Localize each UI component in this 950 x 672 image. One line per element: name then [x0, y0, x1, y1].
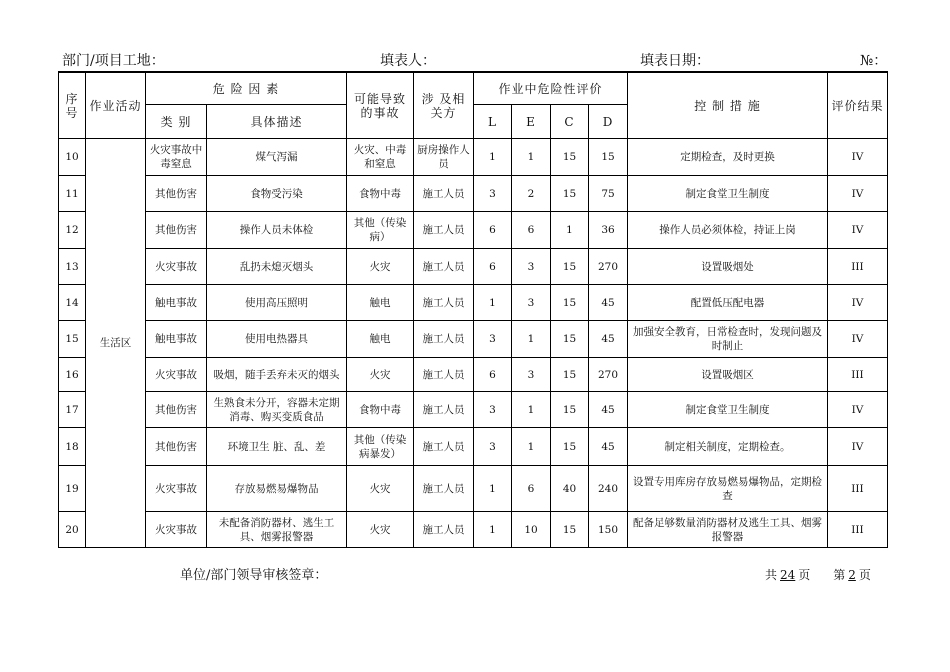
col-category: 类 别: [146, 105, 207, 139]
involved-cell: 施工人员: [414, 392, 474, 428]
d-cell: 270: [589, 249, 628, 285]
c-cell: 15: [551, 176, 589, 212]
result-cell: III: [828, 512, 888, 548]
c-cell: 15: [551, 392, 589, 428]
c-cell: 15: [551, 285, 589, 321]
result-cell: IV: [828, 139, 888, 176]
e-cell: 2: [512, 176, 551, 212]
col-evaluation: 作业中危险性评价: [474, 73, 628, 105]
number-label: №：: [860, 53, 888, 69]
control-cell: 加强安全教育，日常检查时，发现问题及时制止: [628, 321, 828, 358]
accident-cell: 触电: [347, 285, 414, 321]
description-cell: 存放易燃易爆物品: [207, 466, 347, 512]
e-cell: 10: [512, 512, 551, 548]
category-cell: 火灾事故中毒窒息: [146, 139, 207, 176]
hazard-table: [58, 72, 888, 548]
accident-cell: 食物中毒: [347, 392, 414, 428]
category-cell: 火灾事故: [146, 512, 207, 548]
page-count: [765, 566, 871, 583]
department-label: 部门/项目工地：: [62, 53, 165, 69]
col-result: 评价结果: [828, 73, 888, 139]
description-cell: 煤气泻漏: [207, 139, 347, 176]
description-cell: 生熟食未分开，容器未定期消毒、购买变质食品: [207, 392, 347, 428]
c-cell: 15: [551, 139, 589, 176]
description-cell: 未配备消防器材、逃生工具、烟雾报警器: [207, 512, 347, 548]
col-activity: 作业活动: [86, 73, 146, 139]
seq-cell: 10: [59, 139, 86, 176]
col-C: C: [551, 105, 589, 139]
d-cell: 240: [589, 466, 628, 512]
l-cell: 6: [474, 212, 512, 249]
d-cell: 36: [589, 212, 628, 249]
col-control: 控 制 措 施: [628, 73, 828, 139]
col-description: 具体描述: [207, 105, 347, 139]
involved-cell: 施工人员: [414, 512, 474, 548]
control-cell: 设置吸烟区: [628, 358, 828, 392]
description-cell: 使用电热器具: [207, 321, 347, 358]
description-cell: 食物受污染: [207, 176, 347, 212]
l-cell: 3: [474, 428, 512, 466]
d-cell: 15: [589, 139, 628, 176]
e-cell: 1: [512, 392, 551, 428]
d-cell: 45: [589, 392, 628, 428]
col-seq: 序号: [59, 73, 86, 139]
l-cell: 1: [474, 139, 512, 176]
page-prefix: 第: [833, 568, 846, 582]
category-cell: 触电事故: [146, 285, 207, 321]
accident-cell: 火灾: [347, 512, 414, 548]
involved-cell: 施工人员: [414, 321, 474, 358]
result-cell: III: [828, 358, 888, 392]
description-cell: 环境卫生 脏、乱、差: [207, 428, 347, 466]
involved-cell: 施工人员: [414, 176, 474, 212]
e-cell: 3: [512, 249, 551, 285]
date-label: 填表日期：: [640, 53, 710, 69]
control-cell: 制定相关制度，定期检查。: [628, 428, 828, 466]
accident-cell: 火灾: [347, 466, 414, 512]
l-cell: 1: [474, 285, 512, 321]
l-cell: 1: [474, 512, 512, 548]
category-cell: 触电事故: [146, 321, 207, 358]
category-cell: 火灾事故: [146, 466, 207, 512]
d-cell: 75: [589, 176, 628, 212]
result-cell: IV: [828, 176, 888, 212]
accident-cell: 火灾: [347, 358, 414, 392]
accident-cell: 触电: [347, 321, 414, 358]
involved-cell: 施工人员: [414, 466, 474, 512]
description-cell: 操作人员未体检: [207, 212, 347, 249]
accident-cell: 火灾: [347, 249, 414, 285]
l-cell: 3: [474, 392, 512, 428]
l-cell: 6: [474, 358, 512, 392]
category-cell: 火灾事故: [146, 249, 207, 285]
col-involved: 涉 及相关方: [414, 73, 474, 139]
c-cell: 15: [551, 428, 589, 466]
seq-cell: 13: [59, 249, 86, 285]
accident-cell: 食物中毒: [347, 176, 414, 212]
control-cell: 制定食堂卫生制度: [628, 176, 828, 212]
control-cell: 定期检查，及时更换: [628, 139, 828, 176]
l-cell: 1: [474, 466, 512, 512]
seq-cell: 17: [59, 392, 86, 428]
result-cell: IV: [828, 285, 888, 321]
col-E: E: [512, 105, 551, 139]
description-cell: 乱扔未熄灭烟头: [207, 249, 347, 285]
d-cell: 270: [589, 358, 628, 392]
result-cell: IV: [828, 392, 888, 428]
e-cell: 1: [512, 321, 551, 358]
l-cell: 3: [474, 321, 512, 358]
involved-cell: 施工人员: [414, 285, 474, 321]
c-cell: 40: [551, 466, 589, 512]
category-cell: 其他伤害: [146, 428, 207, 466]
c-cell: 15: [551, 249, 589, 285]
d-cell: 45: [589, 285, 628, 321]
control-cell: 配置低压配电器: [628, 285, 828, 321]
control-cell: 设置专用库房存放易燃易爆物品，定期检查: [628, 466, 828, 512]
result-cell: IV: [828, 428, 888, 466]
d-cell: 45: [589, 428, 628, 466]
control-cell: 配备足够数量消防器材及逃生工具、烟雾报警器: [628, 512, 828, 548]
seq-cell: 20: [59, 512, 86, 548]
category-cell: 火灾事故: [146, 358, 207, 392]
c-cell: 1: [551, 212, 589, 249]
seq-cell: 16: [59, 358, 86, 392]
filler-label: 填表人：: [380, 53, 436, 69]
seq-cell: 19: [59, 466, 86, 512]
c-cell: 15: [551, 358, 589, 392]
result-cell: III: [828, 249, 888, 285]
seq-cell: 18: [59, 428, 86, 466]
col-D: D: [589, 105, 628, 139]
description-cell: 吸烟，随手丢弃未灭的烟头: [207, 358, 347, 392]
e-cell: 3: [512, 358, 551, 392]
current-page: 2: [848, 568, 856, 582]
accident-cell: 其他（传染病）: [347, 212, 414, 249]
approval-signature-label: 单位/部门领导审核签章：: [180, 568, 328, 583]
activity-cell: 生活区: [86, 139, 146, 548]
e-cell: 6: [512, 212, 551, 249]
e-cell: 6: [512, 466, 551, 512]
col-L: L: [474, 105, 512, 139]
e-cell: 1: [512, 139, 551, 176]
col-hazard: 危 险 因 素: [146, 73, 347, 105]
seq-cell: 12: [59, 212, 86, 249]
category-cell: 其他伤害: [146, 212, 207, 249]
c-cell: 15: [551, 321, 589, 358]
total-prefix: 共: [765, 568, 778, 582]
seq-cell: 15: [59, 321, 86, 358]
result-cell: III: [828, 466, 888, 512]
l-cell: 6: [474, 249, 512, 285]
total-pages: 24: [780, 568, 796, 582]
total-suffix: 页: [798, 568, 811, 582]
control-cell: 操作人员必须体检，持证上岗: [628, 212, 828, 249]
d-cell: 150: [589, 512, 628, 548]
category-cell: 其他伤害: [146, 392, 207, 428]
result-cell: IV: [828, 321, 888, 358]
seq-cell: 11: [59, 176, 86, 212]
involved-cell: 施工人员: [414, 249, 474, 285]
category-cell: 其他伤害: [146, 176, 207, 212]
involved-cell: 施工人员: [414, 358, 474, 392]
e-cell: 3: [512, 285, 551, 321]
accident-cell: 其他（传染病暴发）: [347, 428, 414, 466]
l-cell: 3: [474, 176, 512, 212]
involved-cell: 厨房操作人员: [414, 139, 474, 176]
page-suffix: 页: [858, 568, 871, 582]
control-cell: 制定食堂卫生制度: [628, 392, 828, 428]
seq-cell: 14: [59, 285, 86, 321]
control-cell: 设置吸烟处: [628, 249, 828, 285]
accident-cell: 火灾、中毒和窒息: [347, 139, 414, 176]
col-accident: 可能导致的事故: [347, 73, 414, 139]
c-cell: 15: [551, 512, 589, 548]
description-cell: 使用高压照明: [207, 285, 347, 321]
result-cell: IV: [828, 212, 888, 249]
involved-cell: 施工人员: [414, 212, 474, 249]
e-cell: 1: [512, 428, 551, 466]
d-cell: 45: [589, 321, 628, 358]
involved-cell: 施工人员: [414, 428, 474, 466]
